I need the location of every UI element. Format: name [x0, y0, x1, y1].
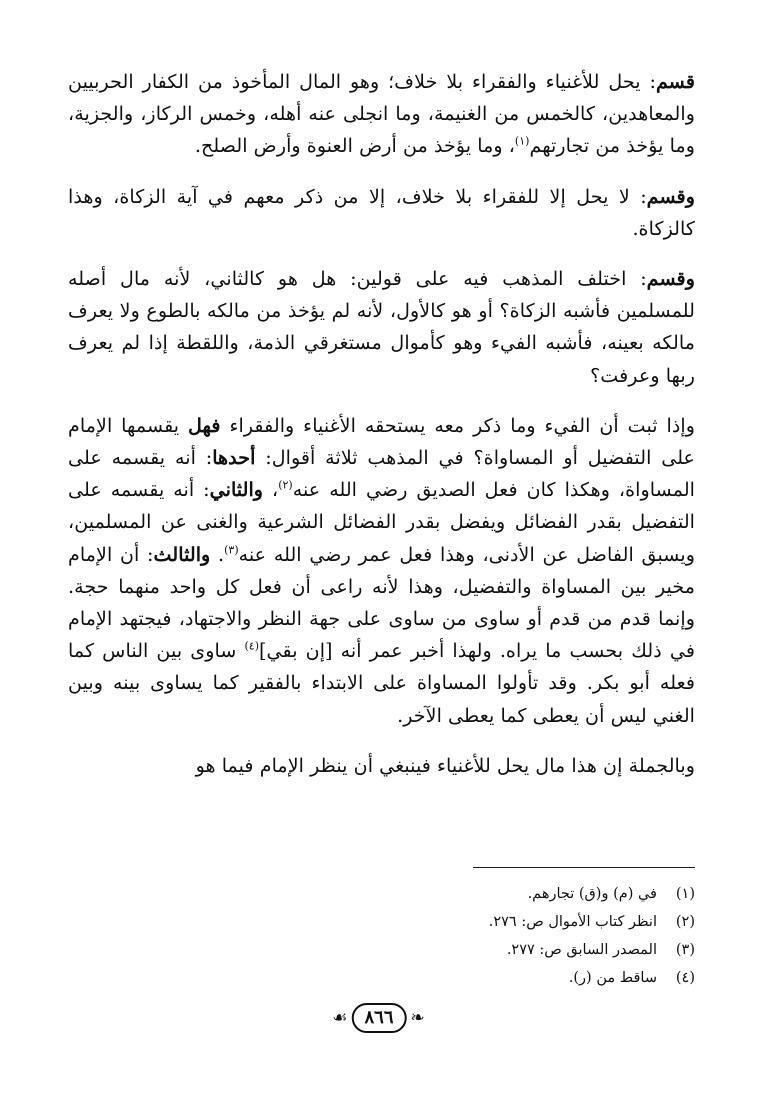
footnote-number: (١) — [675, 886, 695, 902]
bold-term: فهل — [188, 413, 221, 437]
footnotes-list — [275, 880, 695, 992]
text-run: : أنه يقسمه على المساواة، وهكذا كان فعل الصديق رضي الله عنه — [68, 446, 696, 502]
bold-term: وقسم — [646, 267, 695, 291]
footnote-separator — [473, 867, 695, 868]
text-run: : لا يحل إلا للفقراء بلا خلاف، إلا من ذكر معهم في آية الزكاة، وهذا كالزكاة. — [68, 184, 695, 240]
text-run: : يحل للأغنياء والفقراء بلا خلاف؛ وهو المال المأخوذ من الكفار الحربيين والمعاهدين، كالخمس من الغنيمة، وما انجلى عنه أهله، وخمس الركاز، والجزية، وما يؤخذ من تجارتهم — [68, 70, 695, 158]
body-paragraph — [68, 263, 695, 392]
footnote-text: ساقط من (ر). — [568, 970, 657, 986]
bold-term: والثالث — [153, 542, 211, 566]
body-paragraph — [68, 181, 695, 245]
text-run: : أن الإمام مخير بين المساواة والتفضيل، وهذا لأنه راعى أن فعل كل واحد منهما حجة. وإنما قدم من قدم أو ساوى من ساوى على جهة النظر والاجتهاد، فيجتهد الإمام في ذلك بحسب ما يراه. ولهذا أخبر عمر أنه [إن بقي] — [68, 542, 695, 663]
footnote-reference: (٣) — [224, 543, 239, 557]
page-number-ornament — [332, 1003, 425, 1033]
footnote-item — [275, 964, 695, 992]
bold-term: قسم — [655, 70, 695, 93]
text-run: : أنه يقسمه على التفضيل بقدر الفضائل ويفضل بقدر الفضائل الشرعية والغنى عن المسلمين، ويسبق الفاضل عن الأدنى، وهذا فعل عمر رضي الله عنه — [68, 478, 695, 566]
text-run: يقسمها الإمام على التفضيل أو المساواة؟ في المذهب ثلاثة أقوال: — [68, 413, 695, 470]
text-run: . — [210, 542, 225, 566]
bold-term: والثاني — [209, 478, 264, 502]
text-run: وإذا ثبت أن الفيء وما ذكر معه يستحقه الأغنياء والفقراء — [220, 413, 695, 437]
footnote-reference: (٤) — [244, 639, 260, 653]
text-run: ، وما يؤخذ من أرض العنوة وأرض الصلح. — [194, 134, 515, 158]
footnote-item — [275, 908, 695, 936]
footnote-number: (٤) — [675, 970, 695, 986]
footnote-number: (٢) — [675, 914, 695, 930]
body-paragraph — [68, 66, 695, 163]
footnote-reference: (١) — [514, 135, 530, 149]
footnote-text: المصدر السابق ص: ٢٧٧. — [506, 942, 657, 958]
footnote-number: (٣) — [675, 942, 695, 958]
text-run: ساوى بين الناس كما فعله أبو بكر. وقد تأولوا المساواة على الابتداء بالفقير كما يساوى بينه وبين الغني ليس أن يعطى كما يعطى الآخر. — [68, 639, 695, 727]
bold-term: وقسم — [646, 184, 695, 208]
body-paragraph — [68, 750, 695, 782]
footnote-text: في (م) و(ق) تجارهم. — [527, 886, 657, 902]
text-run: : اختلف المذهب فيه على قولين: هل هو كالثاني، لأنه مال أصله للمسلمين فأشبه الزكاة؟ أو هو كالأول، لأنه لم يؤخذ من مالكه بالطوع ولا يعرف مالكه بعينه، فأشبه الفيء وهو كأموال مستغرقي الذمة، واللقطة إذا لم يعرف ربها وعرفت؟ — [68, 267, 695, 387]
bold-term: أحدها — [212, 446, 256, 470]
ornament-right-icon: ❧ — [410, 1008, 425, 1028]
footnote-item — [275, 880, 695, 908]
page-number: ٨٦٦ — [351, 1003, 406, 1033]
footnote-item — [275, 936, 695, 964]
text-run: ، — [263, 478, 279, 502]
text-run: وبالجملة إن هذا مال يحل للأغنياء فينبغي أن ينظر الإمام فيما هو — [195, 753, 695, 777]
ornament-left-icon: ☙ — [332, 1008, 348, 1028]
body-paragraph — [68, 410, 695, 732]
footnote-reference: (٢) — [278, 478, 293, 492]
footnote-text: انظر كتاب الأموال ص: ٢٧٦. — [488, 914, 657, 930]
page-body — [68, 66, 695, 800]
